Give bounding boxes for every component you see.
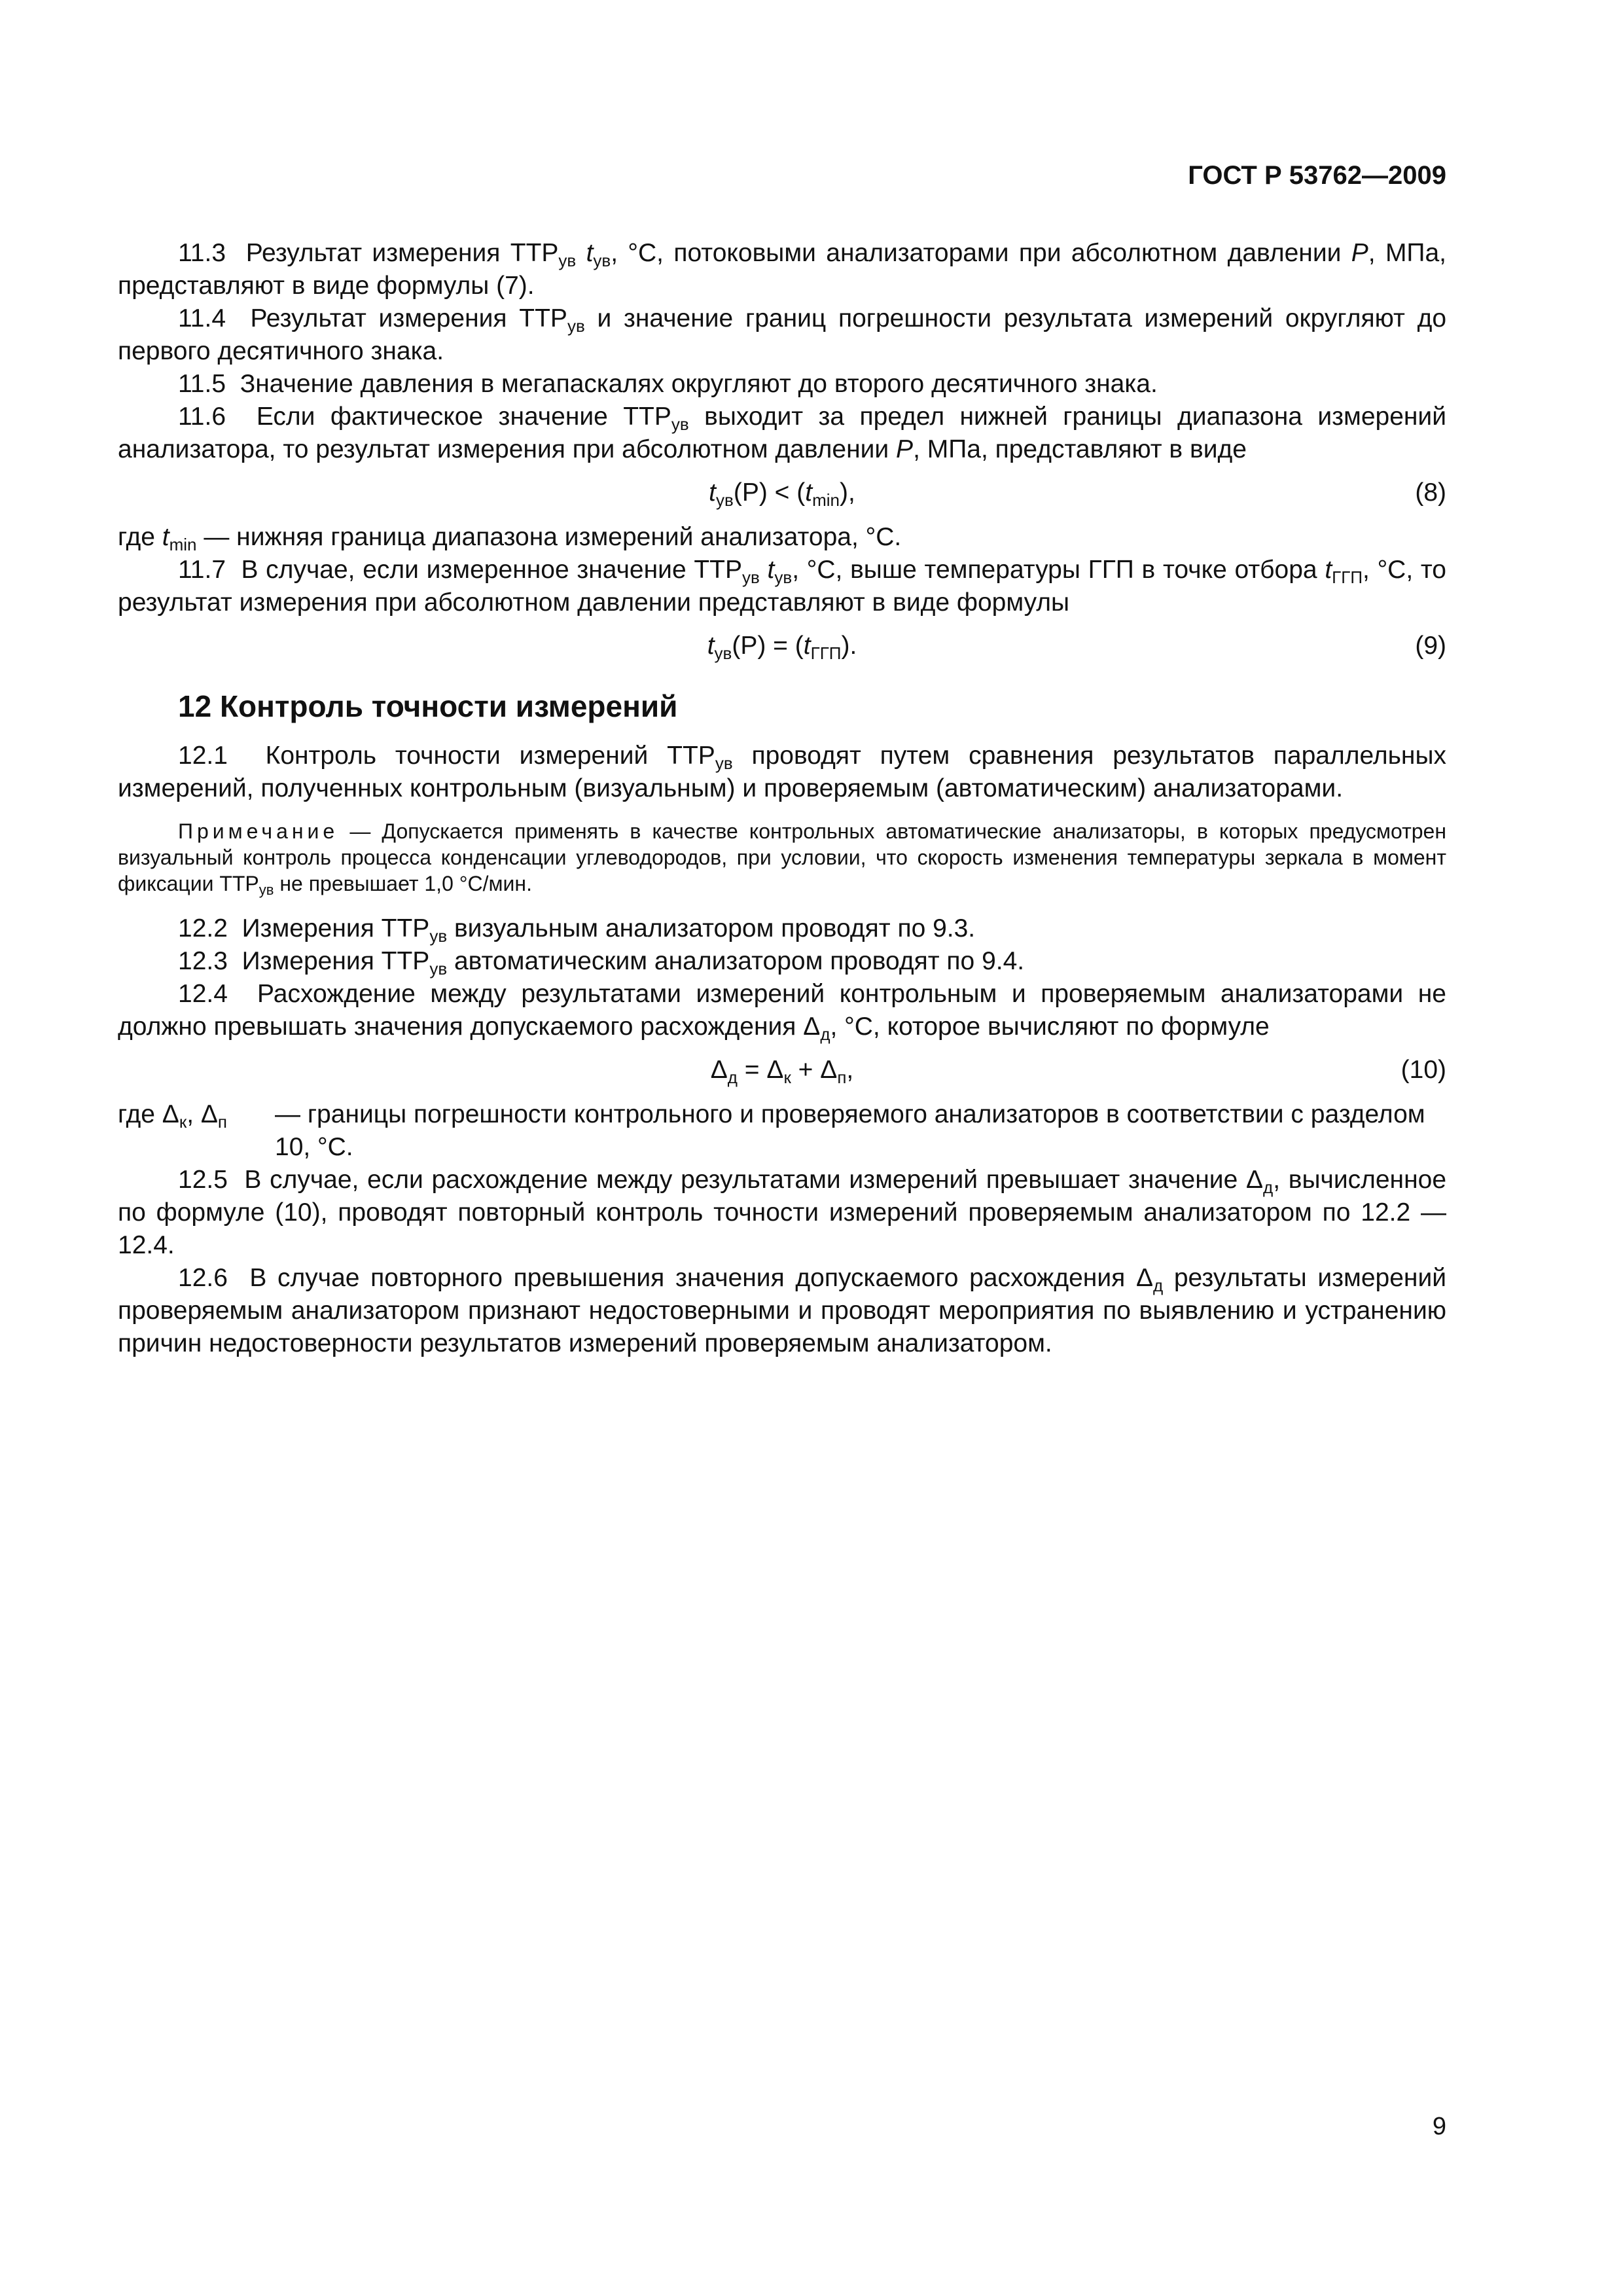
formula-9: $t_{ув}(P) = (t_{ГГП})$. (9) [118,630,1446,668]
paragraph-12-4: 12.4 Расхождение между результатами измерений контрольным и проверяемым анализаторами не должно превышать значения допускаемого расхождения $\Delta_д$, °С, которое вычисляют по формуле [118,980,1446,1044]
note-label: Примечание [178,819,339,843]
formula-10: $\Delta_д = \Delta_к + \Delta_п$, (10) [118,1054,1446,1092]
paragraph-11-6: 11.6 Если фактическое значение $ТТР_{ув}$ выходит за предел нижней границы диапазона измерений анализатора, то результат измерения при абсолютном давлении P, МПа, представляют в виде [118,403,1447,463]
formula-8: $t_{ув}(P) < (t_{min})$, (8) [118,476,1446,514]
page-number: 9 [1432,2113,1446,2140]
note-block: Примечание — Допускается применять в качестве контрольных автоматические анализаторы, в которых предусмотрен визуальный контроль процесса конденсации углеводородов, при условии, что скорость изменения температуры зеркала в момент фиксации $ТТР_{ув}$ не превышает 1,0 °С/мин. [118,819,1446,898]
paragraph-12-3: 12.3 Измерения $ТТР_{ув}$ автоматическим анализатором проводят по 9.4. [178,947,1025,978]
paragraph-12-1: 12.1 Контроль точности измерений $ТТР_{ув}$ проводят путем сравнения результатов параллельных измерений, полученных контрольным (визуальным) и проверяемым (автоматическим) анализаторами. [118,742,1447,802]
paragraph-11-3: 11.3 Результат измерения $ТТР_{ув}$ $t_{ув}$, °С, потоковыми анализаторами при абсолютном давлении P, МПа, представляют в виде формулы (7). [118,239,1446,300]
paragraph-12-5: 12.5 В случае, если расхождение между результатами измерений превышает значение $\Delta_д$, вычисленное по формуле (10), проводят повторный контроль точности измерений проверяемым анализатором по 12.2 — 12.4. [118,1166,1447,1259]
paragraph-12-2: 12.2 Измерения $ТТР_{ув}$ визуальным анализатором проводят по 9.3. [178,914,976,946]
document-body [118,237,1446,1360]
section-12-heading: 12 Контроль точности измерений [178,689,678,723]
paragraph-11-5: 11.5 Значение давления в мегапаскалях округляют до второго десятичного знака. [178,370,1158,398]
where-10: где $\Delta_к$, $\Delta_п$ — границы погрешности контрольного и проверяемого анализаторов в соответствии с разделом 10, °С. [118,1100,1425,1161]
formula-10-number: (10) [1400,1056,1446,1084]
paragraph-11-7: 11.7 В случае, если измеренное значение $ТТР_{ув}$ $t_{ув}$, °С, выше температуры ГГП в точке отбора $t_{ГГП}$, °С, то результат измерения при абсолютном давлении представляют в виде формулы [118,556,1446,617]
document-header: ГОСТ Р 53762—2009 [1188,161,1446,190]
paragraph-12-6: 12.6 В случае повторного превышения значения допускаемого расхождения $\Delta_д$ результаты измерений проверяемым анализатором признают недостоверными и проводят мероприятия по выявлению и устранению причин недостоверности результатов измерений проверяемым анализатором. [118,1264,1447,1357]
formula-9-number: (9) [1415,632,1446,660]
paragraph-11-4: 11.4 Результат измерения $ТТР_{ув}$ и значение границ погрешности результата измерений округляют до первого десятичного знака. [118,304,1447,365]
where-8: где $t_{min}$ — нижняя граница диапазона измерений анализатора, °С. [118,523,902,554]
formula-8-number: (8) [1415,478,1446,507]
